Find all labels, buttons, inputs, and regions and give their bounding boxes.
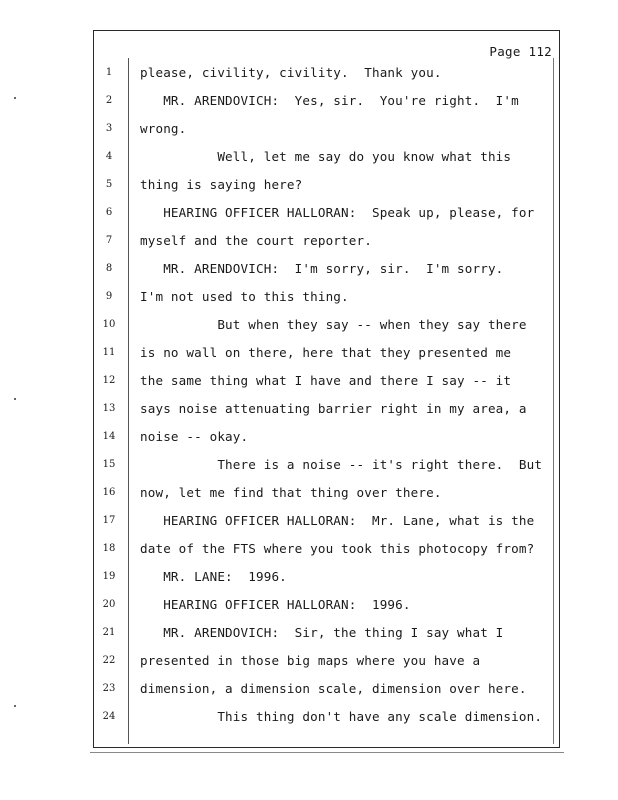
line-number: 13 [102, 403, 116, 414]
line-text: MR. ARENDOVICH: Yes, sir. You're right. I'm [140, 93, 519, 108]
line-number: 12 [102, 375, 116, 386]
transcript-line [0, 63, 560, 83]
line-text: MR. ARENDOVICH: Sir, the thing I say what I [140, 625, 504, 640]
transcript-line [0, 203, 560, 223]
line-text: HEARING OFFICER HALLORAN: 1996. [140, 597, 411, 612]
line-number: 9 [105, 291, 113, 302]
transcript-line [0, 371, 560, 391]
line-number: 3 [105, 123, 113, 134]
transcript-line [0, 91, 560, 111]
line-text: MR. ARENDOVICH: I'm sorry, sir. I'm sorry. [140, 261, 504, 276]
line-number: 8 [105, 263, 113, 274]
transcript-line [0, 511, 560, 531]
line-text: myself and the court reporter. [140, 233, 372, 248]
transcript-line [0, 539, 560, 559]
transcript-line [0, 567, 560, 587]
transcript-line [0, 707, 560, 727]
page-number: Page 112 [489, 44, 552, 59]
transcript-line [0, 147, 560, 167]
line-number: 18 [102, 543, 116, 554]
transcript-line [0, 455, 560, 475]
transcript-line [0, 399, 560, 419]
line-text: now, let me find that thing over there. [140, 485, 442, 500]
line-number: 23 [102, 683, 116, 694]
line-number: 7 [105, 235, 113, 246]
transcript-line [0, 483, 560, 503]
line-number: 14 [102, 431, 116, 442]
transcript-line [0, 595, 560, 615]
line-number: 16 [102, 487, 116, 498]
line-text: HEARING OFFICER HALLORAN: Mr. Lane, what is the [140, 513, 535, 528]
transcript-line [0, 119, 560, 139]
line-number: 10 [102, 319, 116, 330]
transcript-line [0, 427, 560, 447]
line-number: 19 [102, 571, 116, 582]
line-text: I'm not used to this thing. [140, 289, 349, 304]
transcript-line [0, 651, 560, 671]
line-text: This thing don't have any scale dimension. [140, 709, 543, 724]
line-text: please, civility, civility. Thank you. [140, 65, 442, 80]
line-text: HEARING OFFICER HALLORAN: Speak up, please, for [140, 205, 535, 220]
transcript-line [0, 259, 560, 279]
line-text: Well, let me say do you know what this [140, 149, 512, 164]
line-text: date of the FTS where you took this photocopy from? [140, 541, 535, 556]
line-number: 5 [105, 179, 113, 190]
transcript-line [0, 315, 560, 335]
line-number: 24 [102, 711, 116, 722]
transcript-line [0, 343, 560, 363]
transcript-line [0, 231, 560, 251]
transcript-line [0, 623, 560, 643]
line-text: But when they say -- when they say there [140, 317, 527, 332]
line-text: presented in those big maps where you have a [140, 653, 481, 668]
line-number: 22 [102, 655, 116, 666]
line-number: 21 [102, 627, 116, 638]
scan-speck [14, 705, 16, 707]
line-number: 4 [105, 151, 113, 162]
line-text: the same thing what I have and there I say -- it [140, 373, 512, 388]
line-number: 2 [105, 95, 113, 106]
line-number: 6 [105, 207, 113, 218]
scan-speck [14, 97, 16, 99]
line-text: is no wall on there, here that they presented me [140, 345, 512, 360]
line-number: 17 [102, 515, 116, 526]
transcript-line [0, 679, 560, 699]
line-number: 11 [102, 347, 116, 358]
line-text: There is a noise -- it's right there. But [140, 457, 543, 472]
line-text: dimension, a dimension scale, dimension over here. [140, 681, 527, 696]
transcript-line [0, 175, 560, 195]
line-number: 15 [102, 459, 116, 470]
scan-speck [14, 398, 16, 400]
line-text: thing is saying here? [140, 177, 303, 192]
line-text: noise -- okay. [140, 429, 249, 444]
line-text: says noise attenuating barrier right in my area, a [140, 401, 527, 416]
line-text: wrong. [140, 121, 187, 136]
line-text: MR. LANE: 1996. [140, 569, 287, 584]
line-number: 20 [102, 599, 116, 610]
line-number: 1 [105, 67, 113, 78]
bottom-rule [90, 752, 564, 753]
transcript-line [0, 287, 560, 307]
